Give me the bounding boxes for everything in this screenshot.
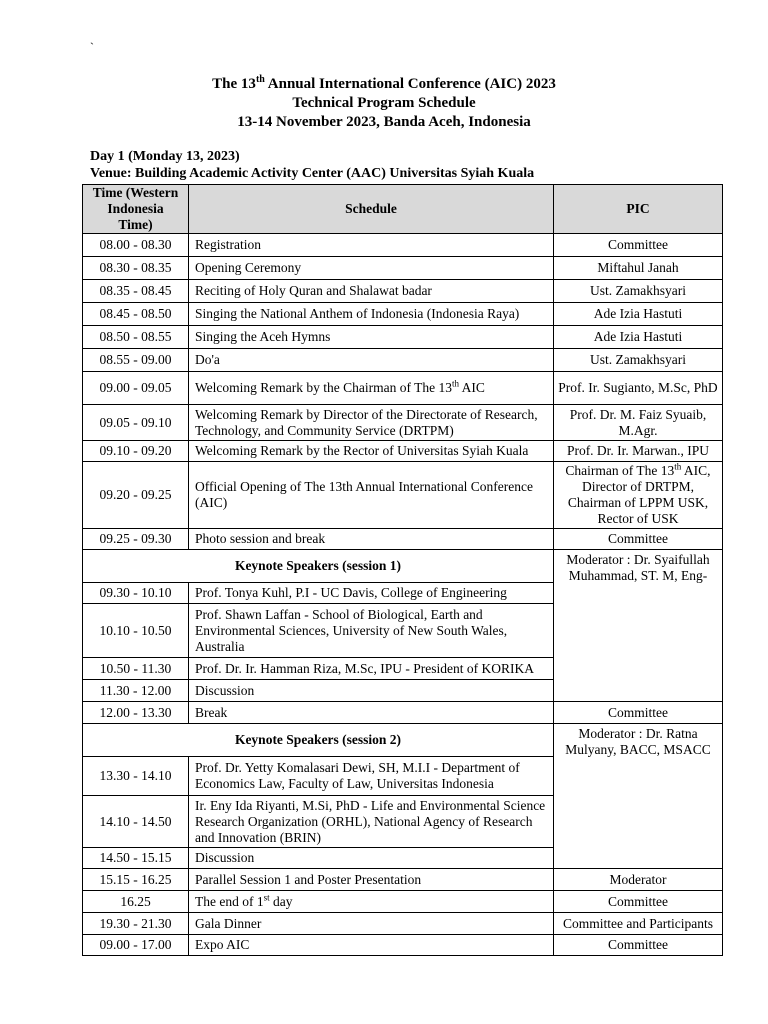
schedule-cell: Break [189, 702, 554, 724]
pic-cell: Ust. Zamakhsyari [554, 349, 723, 372]
column-header-time: Time (Western Indonesia Time) [83, 185, 189, 234]
schedule-cell: Gala Dinner [189, 913, 554, 935]
pic-cell: Prof. Dr. Ir. Marwan., IPU [554, 441, 723, 462]
table-row [83, 441, 723, 462]
table-row [83, 303, 723, 326]
schedule-cell: Opening Ceremony [189, 257, 554, 280]
time-cell: 08.45 - 08.50 [83, 303, 189, 326]
table-row [83, 326, 723, 349]
schedule-cell: Prof. Shawn Laffan - School of Biological, Earth and Environmental Sciences, University of New South Wales, Australia [189, 604, 554, 658]
schedule-cell: Prof. Dr. Yetty Komalasari Dewi, SH, M.I.I - Department of Economics Law, Faculty of Law, Universitas Indonesia [189, 757, 554, 796]
time-cell: 08.30 - 08.35 [83, 257, 189, 280]
time-cell: 14.10 - 14.50 [83, 796, 189, 848]
schedule-cell: Discussion [189, 680, 554, 702]
schedule-cell: Singing the Aceh Hymns [189, 326, 554, 349]
pic-cell: Committee [554, 935, 723, 956]
schedule-cell: Welcoming Remark by the Rector of Universitas Syiah Kuala [189, 441, 554, 462]
time-cell: 09.05 - 09.10 [83, 405, 189, 441]
table-row [83, 869, 723, 891]
table-row [83, 372, 723, 405]
table-row [83, 913, 723, 935]
time-cell: 10.50 - 11.30 [83, 658, 189, 680]
time-cell: 19.30 - 21.30 [83, 913, 189, 935]
pic-cell: Miftahul Janah [554, 257, 723, 280]
time-cell: 11.30 - 12.00 [83, 680, 189, 702]
table-header-row [83, 185, 723, 234]
title-line-1: The 13th Annual International Conference (AIC) 2023 [212, 74, 556, 92]
pic-cell: Ade Izia Hastuti [554, 326, 723, 349]
pic-cell: Committee and Participants [554, 913, 723, 935]
time-cell: 15.15 - 16.25 [83, 869, 189, 891]
time-cell: 09.25 - 09.30 [83, 529, 189, 550]
time-cell: 08.35 - 08.45 [83, 280, 189, 303]
stray-mark: ` [90, 40, 94, 54]
column-header-schedule: Schedule [189, 185, 554, 234]
time-cell: 09.00 - 09.05 [83, 372, 189, 405]
pic-cell: Ust. Zamakhsyari [554, 280, 723, 303]
schedule-cell: Prof. Tonya Kuhl, P.I - UC Davis, College of Engineering [189, 583, 554, 604]
schedule-cell: Official Opening of The 13th Annual International Conference (AIC) [189, 462, 554, 529]
schedule-cell: Welcoming Remark by the Chairman of The 13th AIC [189, 372, 554, 405]
schedule-cell: The end of 1st day [189, 891, 554, 913]
session-1-header-row [83, 550, 723, 583]
pic-cell: Moderator [554, 869, 723, 891]
session-2-header-row [83, 724, 723, 757]
title-line-3: 13-14 November 2023, Banda Aceh, Indonesia [237, 114, 531, 130]
time-cell: 09.20 - 09.25 [83, 462, 189, 529]
session-1-moderator: Moderator : Dr. Syaifullah Muhammad, ST. M, Eng- [554, 550, 723, 702]
schedule-cell: Discussion [189, 848, 554, 869]
pic-cell: Ade Izia Hastuti [554, 303, 723, 326]
table-row [83, 935, 723, 956]
table-row [83, 891, 723, 913]
session-1-title: Keynote Speakers (session 1) [83, 550, 554, 583]
time-cell: 10.10 - 10.50 [83, 604, 189, 658]
time-cell: 09.30 - 10.10 [83, 583, 189, 604]
pic-cell: Committee [554, 702, 723, 724]
pic-cell: Prof. Ir. Sugianto, M.Sc, PhD [554, 372, 723, 405]
schedule-cell: Expo AIC [189, 935, 554, 956]
pic-cell: Chairman of The 13th AIC, Director of DRTPM, Chairman of LPPM USK, Rector of USK [554, 462, 723, 529]
schedule-cell: Registration [189, 234, 554, 257]
time-cell: 13.30 - 14.10 [83, 757, 189, 796]
table-row [83, 257, 723, 280]
schedule-cell: Photo session and break [189, 529, 554, 550]
table-row [83, 280, 723, 303]
pic-cell: Committee [554, 234, 723, 257]
title-line-2: Technical Program Schedule [292, 95, 476, 111]
schedule-cell: Singing the National Anthem of Indonesia (Indonesia Raya) [189, 303, 554, 326]
table-row [83, 405, 723, 441]
table-row [83, 462, 723, 529]
time-cell: 14.50 - 15.15 [83, 848, 189, 869]
table-row [83, 702, 723, 724]
schedule-cell: Parallel Session 1 and Poster Presentation [189, 869, 554, 891]
venue-label: Venue: Building Academic Activity Center (AAC) Universitas Syiah Kuala [90, 166, 535, 181]
pic-cell: Committee [554, 529, 723, 550]
time-cell: 12.00 - 13.30 [83, 702, 189, 724]
day-venue-block [90, 148, 534, 182]
pic-cell: Committee [554, 891, 723, 913]
time-cell: 16.25 [83, 891, 189, 913]
time-cell: 09.00 - 17.00 [83, 935, 189, 956]
time-cell: 09.10 - 09.20 [83, 441, 189, 462]
document-title [0, 75, 768, 132]
schedule-cell: Welcoming Remark by Director of the Directorate of Research, Technology, and Community Service (DRTPM) [189, 405, 554, 441]
day-label: Day 1 (Monday 13, 2023) [90, 149, 240, 164]
schedule-table [82, 184, 723, 956]
time-cell: 08.00 - 08.30 [83, 234, 189, 257]
time-cell: 08.55 - 09.00 [83, 349, 189, 372]
session-2-moderator: Moderator : Dr. Ratna Mulyany, BACC, MSACC [554, 724, 723, 869]
pic-cell: Prof. Dr. M. Faiz Syuaib, M.Agr. [554, 405, 723, 441]
column-header-pic: PIC [554, 185, 723, 234]
table-row [83, 349, 723, 372]
session-2-title: Keynote Speakers (session 2) [83, 724, 554, 757]
table-row [83, 234, 723, 257]
time-cell: 08.50 - 08.55 [83, 326, 189, 349]
schedule-cell: Reciting of Holy Quran and Shalawat badar [189, 280, 554, 303]
table-row [83, 529, 723, 550]
schedule-cell: Do'a [189, 349, 554, 372]
schedule-cell: Prof. Dr. Ir. Hamman Riza, M.Sc, IPU - President of KORIKA [189, 658, 554, 680]
schedule-cell: Ir. Eny Ida Riyanti, M.Si, PhD - Life and Environmental Science Research Organization (ORHL), National Agency of Research and Innovation (BRIN) [189, 796, 554, 848]
